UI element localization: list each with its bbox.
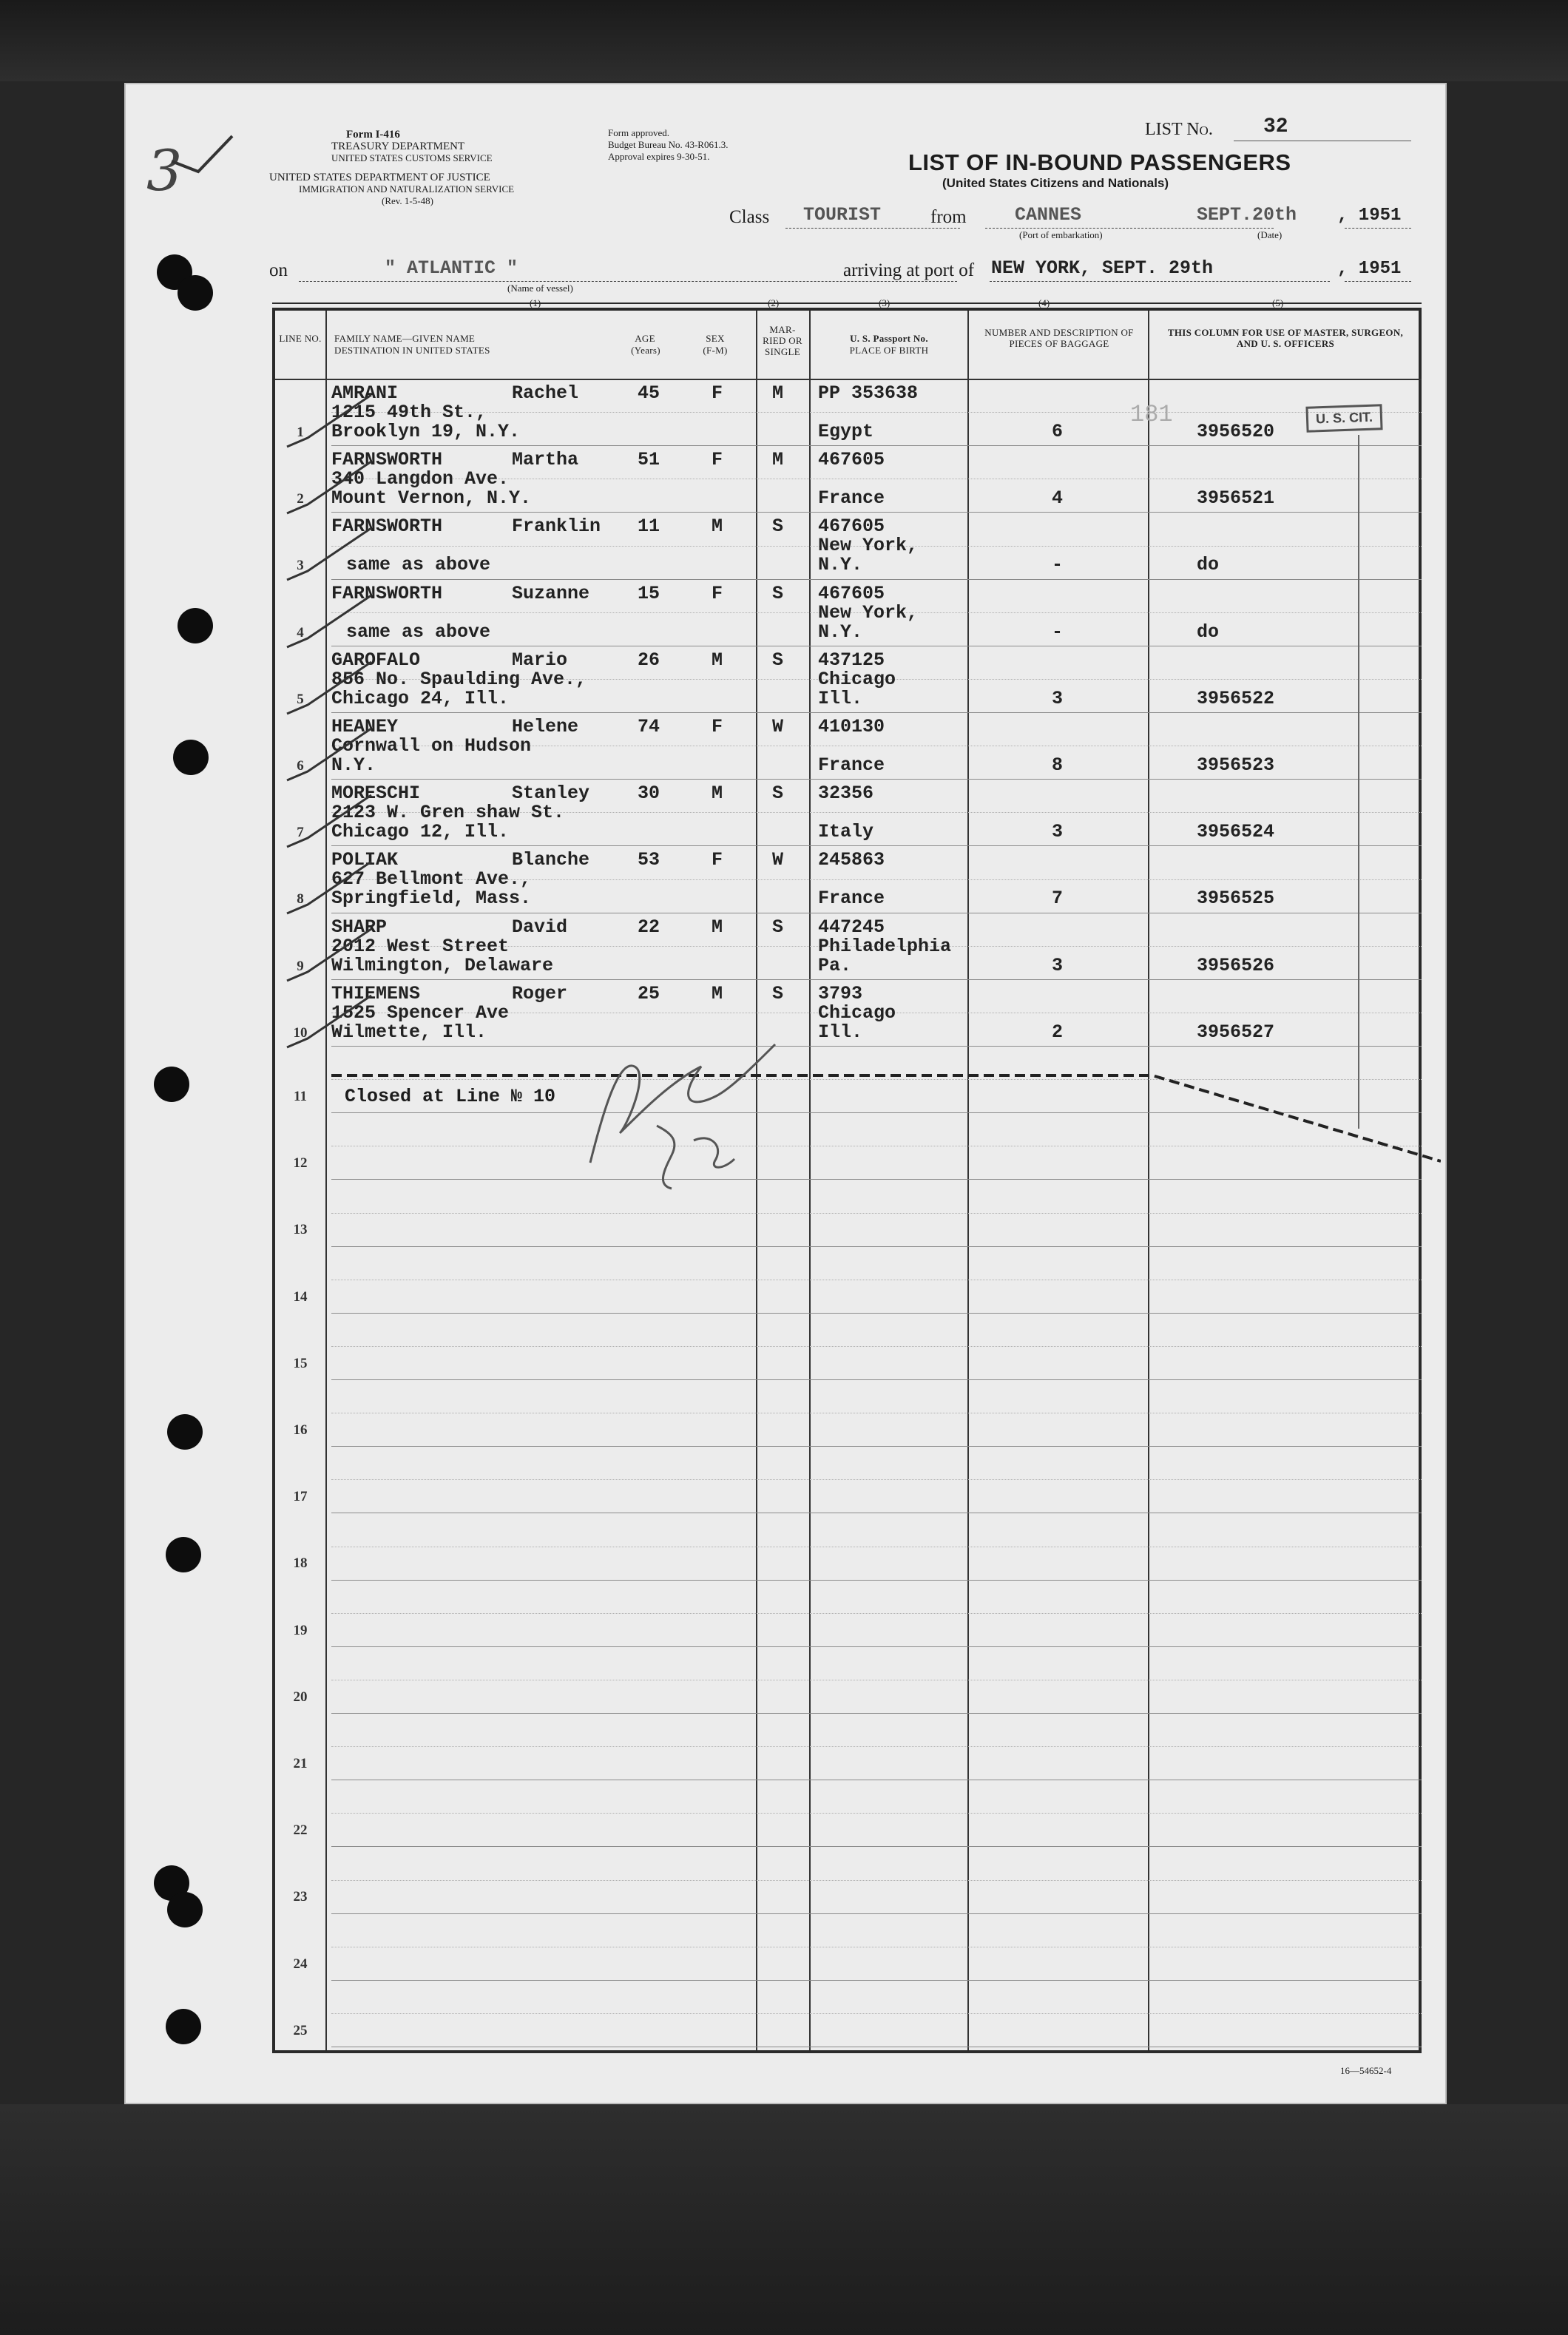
manifest-page — [124, 83, 1447, 2104]
line-number: 5 — [297, 691, 304, 707]
punch-hole — [178, 275, 213, 311]
address-line-2: Chicago 24, Ill. — [331, 687, 510, 709]
table-row — [275, 913, 1422, 979]
sex: F — [712, 849, 723, 871]
sex: M — [712, 982, 723, 1004]
birth-place-1: New York, — [818, 601, 919, 624]
check-mark-icon — [285, 525, 374, 584]
baggage-count: 4 — [1052, 487, 1064, 510]
age: 30 — [638, 783, 660, 805]
empty-line-number: 13 — [293, 1222, 308, 1238]
check-mark-icon — [285, 592, 374, 652]
margin-handwritten-number: 3 — [146, 138, 183, 203]
marital-status: W — [772, 849, 784, 871]
age: 53 — [638, 849, 660, 871]
scan-border-top — [0, 0, 1568, 81]
year-1: , 1951 — [1337, 206, 1402, 226]
empty-line-number: 22 — [293, 1822, 308, 1839]
family-name: GAROFALO — [331, 649, 421, 671]
address-line-1: 340 Langdon Ave. — [331, 468, 510, 490]
marital-status: S — [772, 982, 784, 1004]
sex: M — [712, 516, 723, 538]
marital-status: S — [772, 516, 784, 538]
col-num-5: (5) — [1272, 297, 1284, 308]
officer-number: 3956523 — [1197, 754, 1275, 776]
line-number: 1 — [297, 425, 304, 440]
table-row — [275, 845, 1422, 912]
punch-hole — [166, 2009, 201, 2044]
given-name: Franklin — [512, 516, 601, 538]
baggage-count: 3 — [1052, 954, 1064, 976]
address-line-1: 856 No. Spaulding Ave., — [331, 668, 587, 690]
passport-number: 437125 — [818, 649, 885, 671]
list-no-value: 32 — [1263, 115, 1288, 138]
col-num-4: (4) — [1038, 297, 1050, 308]
table-row — [275, 712, 1422, 779]
passport-number: PP 353638 — [818, 382, 919, 404]
header-married: MAR-RIED OR SINGLE — [763, 324, 802, 357]
age: 25 — [638, 982, 660, 1004]
birth-place-1: New York, — [818, 535, 919, 557]
vessel-underline — [299, 281, 957, 282]
marital-status: W — [772, 716, 784, 737]
empty-line-number: 18 — [293, 1555, 308, 1572]
address-line-2: Brooklyn 19, N.Y. — [331, 421, 521, 442]
passport-number: 447245 — [818, 916, 885, 938]
row-mid-rule — [331, 1213, 1422, 1214]
row-rule — [331, 1179, 1422, 1180]
arriving-label: arriving at port of — [843, 260, 975, 280]
baggage-count: 3 — [1052, 687, 1064, 709]
birth-place-1: Chicago — [818, 1001, 896, 1024]
closing-note: Closed at Line № 10 — [345, 1086, 556, 1107]
table-row — [275, 512, 1422, 578]
sex: F — [712, 382, 723, 404]
address-line-2: N.Y. — [331, 754, 376, 776]
punch-hole — [167, 1892, 203, 1927]
sex: F — [712, 449, 723, 471]
row-mid-rule — [331, 1613, 1422, 1614]
line-number: 2 — [297, 491, 304, 507]
row-rule — [331, 1846, 1422, 1847]
check-mark-icon — [285, 859, 374, 918]
row-mid-rule — [331, 1880, 1422, 1881]
vessel-caption: (Name of vessel) — [507, 283, 573, 294]
family-name: SHARP — [331, 916, 388, 938]
check-mark-icon — [285, 459, 374, 518]
age: 45 — [638, 382, 660, 404]
punch-hole — [166, 1537, 201, 1572]
customs-service: UNITED STATES CUSTOMS SERVICE — [331, 152, 493, 163]
empty-line-number: 14 — [293, 1288, 308, 1305]
sex: M — [712, 649, 723, 671]
empty-line-number: 17 — [293, 1489, 308, 1505]
row-rule — [331, 1246, 1422, 1247]
age: 51 — [638, 449, 660, 471]
row-mid-rule — [331, 1479, 1422, 1480]
row-rule — [331, 1313, 1422, 1314]
family-name: AMRANI — [331, 382, 399, 404]
row-rule — [331, 1379, 1422, 1380]
officer-number: 3956527 — [1197, 1021, 1275, 1043]
table-row — [275, 445, 1422, 512]
birth-place-1: Philadelphia — [818, 935, 952, 957]
address-line-2: same as above — [346, 621, 491, 643]
empty-line-number: 20 — [293, 1689, 308, 1705]
officer-number: 3956526 — [1197, 954, 1275, 976]
baggage-count: 3 — [1052, 821, 1064, 843]
vessel-value: " ATLANTIC " — [385, 257, 518, 279]
empty-line-number: 23 — [293, 1889, 308, 1905]
birth-place-2: France — [818, 754, 885, 776]
approval-line-3: Approval expires 9-30-51. — [608, 151, 710, 162]
given-name: Suzanne — [512, 582, 590, 604]
given-name: Roger — [512, 982, 568, 1004]
row-mid-rule — [331, 1813, 1422, 1814]
sex: M — [712, 916, 723, 938]
address-line-1: 1525 Spencer Ave — [331, 1001, 510, 1024]
header-passport: U. S. Passport No. — [850, 333, 928, 344]
check-mark-icon — [285, 392, 374, 451]
table-row — [275, 379, 1422, 445]
footer-code: 16—54652-4 — [1340, 2065, 1392, 2076]
passport-number: 467605 — [818, 582, 885, 604]
row-mid-rule — [331, 2013, 1422, 2014]
line-number: 3 — [297, 558, 304, 574]
header-line-no: LINE NO. — [279, 333, 322, 344]
class-value: TOURIST — [803, 204, 882, 226]
officer-number: do — [1197, 554, 1220, 576]
punch-hole — [178, 608, 213, 643]
address-line-1: 2123 W. Gren shaw St. — [331, 802, 565, 824]
list-title: LIST OF IN-BOUND PASSENGERS — [908, 149, 1291, 175]
family-name: FARNSWORTH — [331, 449, 443, 471]
birth-place-2: France — [818, 888, 885, 910]
year-2: , 1951 — [1337, 259, 1402, 279]
col-num-1: (1) — [530, 297, 541, 308]
given-name: Mario — [512, 649, 568, 671]
officer-number: 3956521 — [1197, 487, 1275, 510]
line-number: 9 — [297, 958, 304, 974]
margin-check-mark — [169, 132, 235, 176]
family-name: FARNSWORTH — [331, 582, 443, 604]
stamp-number: 181 — [1130, 401, 1173, 428]
line-number: 7 — [297, 825, 304, 841]
ins-service: IMMIGRATION AND NATURALIZATION SERVICE — [299, 183, 515, 195]
row-rule — [331, 1446, 1422, 1447]
stamp-bracket-vertical — [1358, 435, 1359, 1129]
header-name: FAMILY NAME—GIVEN NAME — [334, 333, 476, 344]
sex: F — [712, 716, 723, 737]
row-rule — [331, 1646, 1422, 1647]
baggage-count: 6 — [1052, 421, 1064, 442]
family-name: FARNSWORTH — [331, 516, 443, 538]
line-number: 8 — [297, 891, 304, 908]
header-destination: DESTINATION IN UNITED STATES — [334, 345, 490, 356]
birth-place-2: Italy — [818, 821, 874, 843]
punch-hole — [154, 1067, 189, 1102]
address-line-2: Chicago 12, Ill. — [331, 821, 510, 843]
approval-line-2: Budget Bureau No. 43-R061.3. — [608, 139, 729, 150]
baggage-count: 2 — [1052, 1021, 1064, 1043]
line-number: 4 — [297, 624, 304, 641]
year1-underline — [1345, 228, 1411, 229]
sex: F — [712, 582, 723, 604]
table-row — [275, 779, 1422, 845]
passport-number: 32356 — [818, 783, 874, 805]
passport-number: 410130 — [818, 716, 885, 737]
from-value: CANNES — [1015, 204, 1082, 226]
officer-number: do — [1197, 621, 1220, 643]
officer-number: 3956522 — [1197, 687, 1275, 709]
officer-signature — [575, 1015, 797, 1200]
us-citizen-stamp: U. S. CIT. — [1305, 404, 1382, 433]
marital-status: S — [772, 649, 784, 671]
age: 26 — [638, 649, 660, 671]
family-name: HEANEY — [331, 716, 399, 737]
header-age: AGE — [635, 333, 655, 344]
arriving-underline — [990, 281, 1330, 282]
from-label: from — [930, 207, 967, 227]
marital-status: S — [772, 783, 784, 805]
from-underline — [985, 228, 1274, 229]
row-rule — [331, 1980, 1422, 1981]
officer-number: 3956525 — [1197, 888, 1275, 910]
empty-line-number: 25 — [293, 2022, 308, 2038]
given-name: Helene — [512, 716, 579, 737]
col-num-3: (3) — [879, 297, 891, 308]
header-sex-sub: (F-M) — [703, 345, 728, 356]
check-mark-icon — [285, 993, 374, 1052]
birth-place-2: N.Y. — [818, 621, 863, 643]
baggage-count: - — [1052, 621, 1064, 643]
table-row — [275, 979, 1422, 1046]
passenger-table — [272, 308, 1422, 2053]
check-mark-icon — [285, 726, 374, 785]
table-row — [275, 646, 1422, 712]
passport-number: 3793 — [818, 982, 863, 1004]
address-line-1: 627 Bellmont Ave., — [331, 868, 532, 891]
header-sex: SEX — [706, 333, 725, 344]
officer-number: 3956524 — [1197, 821, 1275, 843]
check-mark-icon — [285, 926, 374, 985]
col-num-2: (2) — [768, 297, 780, 308]
treasury-dept: TREASURY DEPARTMENT — [331, 141, 465, 152]
family-name: MORESCHI — [331, 783, 421, 805]
birth-place-2: Ill. — [818, 687, 863, 709]
punch-hole — [173, 740, 209, 775]
family-name: POLIAK — [331, 849, 399, 871]
given-name: Stanley — [512, 783, 590, 805]
row-mid-rule — [331, 1746, 1422, 1747]
table-top-rule — [272, 303, 1422, 304]
baggage-count: 7 — [1052, 888, 1064, 910]
empty-line-number: 19 — [293, 1622, 308, 1638]
year2-underline — [1345, 281, 1411, 282]
empty-line-number: 24 — [293, 1956, 308, 1972]
address-line-1: Cornwall on Hudson — [331, 735, 532, 757]
header-age-sub: (Years) — [631, 345, 660, 356]
empty-line-number: 16 — [293, 1422, 308, 1438]
punch-hole — [167, 1414, 203, 1450]
address-line-2: Springfield, Mass. — [331, 888, 532, 910]
birth-place-2: France — [818, 487, 885, 510]
check-mark-icon — [285, 659, 374, 718]
passport-number: 467605 — [818, 449, 885, 471]
address-line-2: Mount Vernon, N.Y. — [331, 487, 532, 510]
given-name: Blanche — [512, 849, 590, 871]
marital-status: M — [772, 449, 784, 471]
family-name: THIEMENS — [331, 982, 421, 1004]
birth-place-2: N.Y. — [818, 554, 863, 576]
age: 15 — [638, 582, 660, 604]
given-name: Rachel — [512, 382, 579, 404]
age: 74 — [638, 716, 660, 737]
line-number: 10 — [293, 1024, 308, 1041]
revision: (Rev. 1-5-48) — [382, 195, 433, 206]
arriving-value: NEW YORK, SEPT. 29th — [991, 257, 1214, 279]
table-row — [275, 579, 1422, 646]
list-subtitle: (United States Citizens and Nationals) — [942, 176, 1169, 190]
given-name: David — [512, 916, 568, 938]
port-caption: (Port of embarkation) — [1019, 229, 1103, 240]
row-rule — [331, 1713, 1422, 1714]
age: 11 — [638, 516, 660, 538]
address-line-2: Wilmington, Delaware — [331, 954, 554, 976]
empty-line-number: 15 — [293, 1355, 308, 1371]
address-line-2: same as above — [346, 554, 491, 576]
justice-dept: UNITED STATES DEPARTMENT OF JUSTICE — [269, 172, 490, 183]
form-number: Form I-416 — [346, 129, 400, 141]
date-caption: (Date) — [1257, 229, 1283, 240]
header-baggage: NUMBER AND DESCRIPTION OF PIECES OF BAGGAGE — [984, 327, 1134, 349]
passport-number: 245863 — [818, 849, 885, 871]
on-label: on — [269, 260, 288, 280]
empty-line-number: 21 — [293, 1756, 308, 1771]
baggage-count: - — [1052, 554, 1064, 576]
approval-line-1: Form approved. — [608, 127, 670, 138]
date-value: SEPT.20th — [1197, 204, 1297, 226]
marital-status: S — [772, 582, 784, 604]
given-name: Martha — [512, 449, 579, 471]
birth-place-2: Egypt — [818, 421, 874, 442]
officer-number: 3956520 — [1197, 421, 1275, 442]
address-line-2: Wilmette, Ill. — [331, 1021, 487, 1043]
marital-status: S — [772, 916, 784, 938]
baggage-count: 8 — [1052, 754, 1064, 776]
birth-place-2: Pa. — [818, 954, 852, 976]
birth-place-1: Chicago — [818, 668, 896, 690]
class-underline — [785, 228, 960, 229]
address-line-1: 2012 West Street — [331, 935, 510, 957]
line-number: 6 — [297, 758, 304, 774]
header-birth: PLACE OF BIRTH — [849, 345, 929, 356]
closing-dashed-line — [331, 1067, 1441, 1170]
row-rule — [331, 1046, 1422, 1047]
birth-place-2: Ill. — [818, 1021, 863, 1043]
sex: M — [712, 783, 723, 805]
list-no-label: LIST No. — [1145, 120, 1213, 139]
header-officers: THIS COLUMN FOR USE OF MASTER, SURGEON, AND U. S. OFFICERS — [1167, 327, 1404, 349]
row-mid-rule — [331, 1346, 1422, 1347]
check-mark-icon — [285, 792, 374, 851]
passport-number: 467605 — [818, 516, 885, 538]
row-rule — [331, 1580, 1422, 1581]
age: 22 — [638, 916, 660, 938]
scan-border-bottom — [0, 2104, 1568, 2335]
address-line-1: 1215 49th St., — [331, 402, 487, 423]
marital-status: M — [772, 382, 784, 404]
empty-line-number: 11 — [294, 1089, 307, 1104]
class-label: Class — [729, 207, 770, 227]
row-rule — [331, 1913, 1422, 1914]
empty-line-number: 12 — [293, 1155, 308, 1172]
